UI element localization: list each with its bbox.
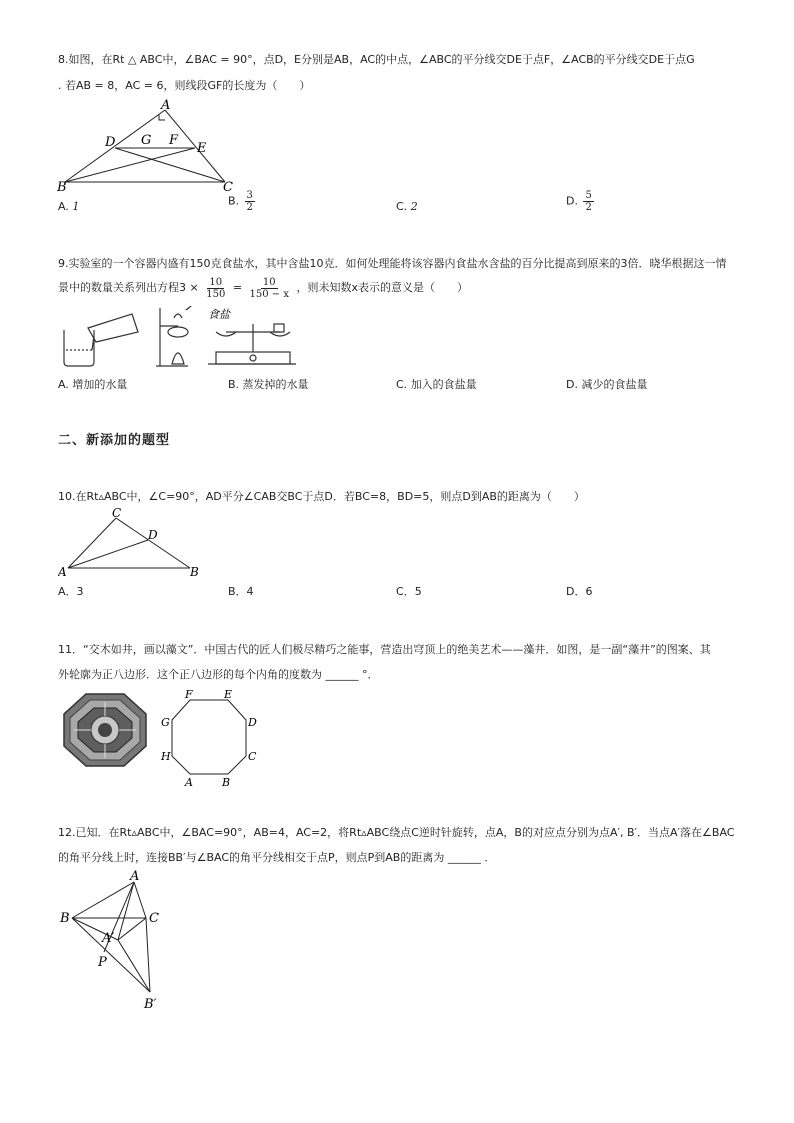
q11-label-e: E — [224, 690, 233, 701]
q9-equals: = — [232, 281, 243, 294]
q8-label-g: G — [141, 133, 152, 148]
q12-stem-line1: 12.已知．在Rt▵ABC中，∠BAC=90°，AB=4，AC=2，将Rt▵ABC绕点C逆时针旋转，点A，B的对应点分别为点A′, B′．当点A′落在∠BAC — [58, 826, 735, 839]
section-heading: 二、新添加的题型 — [58, 433, 171, 448]
option-value: 1 — [72, 200, 80, 213]
option-letter: A. — [58, 378, 69, 391]
q8-label-d: D — [105, 135, 116, 150]
q12-label-p: P — [98, 955, 107, 970]
q9-stem-line2 — [58, 276, 468, 300]
option-letter: A. — [58, 200, 69, 213]
q9-option-d[interactable] — [566, 377, 647, 393]
q8-option-a[interactable] — [58, 199, 79, 215]
option-text: 减少的食盐量 — [581, 378, 648, 391]
option-letter: C. — [396, 378, 408, 391]
q9-fraction-1: $\frac{10}{150}$ — [206, 276, 226, 300]
q10-triangle-figure — [58, 506, 208, 582]
q8-label-e: E — [197, 141, 207, 156]
q10-stem: 10.在Rt▵ABC中，∠C=90°，AD平分∠CAB交BC于点D．若BC=8，BD=5，则点D到AB的距离为（ ） — [58, 490, 585, 503]
q12-label-c: C — [149, 911, 159, 926]
q12-rotation-figure — [58, 870, 178, 1016]
q11-label-h: H — [161, 750, 171, 763]
q11-label-f: F — [185, 690, 193, 701]
q8-label-f: F — [169, 133, 179, 148]
q11-label-b: B — [222, 776, 231, 789]
option-value: 6 — [585, 585, 593, 598]
q11-label-a: A — [185, 776, 193, 789]
q10-label-d: D — [148, 528, 158, 542]
q11-stem-line2: 外轮廓为正八边形．这个正八边形的每个内角的度数为 ______ °． — [58, 668, 379, 681]
q9-eq-prefix: 景中的数量关系列出方程3 × — [58, 281, 199, 294]
q11-label-c: C — [248, 750, 257, 763]
option-letter: B． — [228, 585, 247, 598]
q11-label-d: D — [248, 716, 257, 729]
q11-zaojing-photo — [60, 690, 150, 770]
q12-stem-line2: 的角平分线上时，连接BB′与∠BAC的角平分线相交于点P，则点P到AB的距离为 ______ ． — [58, 851, 496, 864]
q11-octagon-figure — [158, 690, 262, 790]
q8-option-d[interactable] — [566, 190, 596, 213]
option-value: 2 — [410, 200, 418, 213]
option-letter: D. — [566, 194, 578, 208]
option-letter: C. — [396, 200, 408, 213]
q12-label-a-prime: A′ — [102, 931, 115, 946]
q10-option-d[interactable] — [566, 584, 592, 600]
q8-option-b[interactable] — [228, 190, 257, 213]
q9-option-b[interactable] — [228, 377, 309, 393]
q9-lab-illustration — [58, 306, 308, 368]
q11-label-g: G — [161, 716, 170, 729]
q9-stem-line1: 9.实验室的一个容器内盛有150克食盐水，其中含盐10克．如何处理能将该容器内食盐水含盐的百分比提高到原来的3倍．晓华根据这一情 — [58, 257, 727, 270]
q10-option-b[interactable] — [228, 584, 254, 600]
q12-label-a: A — [130, 870, 140, 884]
option-value: 4 — [246, 585, 254, 598]
q9-eq-suffix: ，则未知数x表示的意义是（ ） — [296, 281, 469, 294]
q12-label-b: B — [60, 911, 70, 926]
option-text: 增加的水量 — [72, 378, 128, 391]
option-value: 3 — [76, 585, 84, 598]
q10-label-b: B — [190, 565, 199, 579]
option-value: 5 — [414, 585, 422, 598]
option-letter: D. — [566, 378, 578, 391]
q10-label-c: C — [112, 506, 122, 520]
q9-fraction-2: $\frac{10}{150 - x}$ — [249, 276, 289, 300]
option-text: 蒸发掉的水量 — [242, 378, 309, 391]
q10-option-c[interactable] — [396, 584, 422, 600]
q8-stem-line2: . 若AB = 8，AC = 6，则线段GF的长度为（ ） — [58, 79, 311, 92]
q8-label-c: C — [223, 180, 233, 194]
q9-salt-label: 食盐 — [208, 308, 230, 321]
q8-label-b: B — [57, 180, 67, 194]
q8-label-a: A — [161, 98, 171, 113]
q10-option-a[interactable] — [58, 584, 84, 600]
option-letter: D． — [566, 585, 586, 598]
option-text: 加入的食盐量 — [410, 378, 477, 391]
q8-triangle-figure — [55, 98, 245, 194]
q9-option-c[interactable] — [396, 377, 477, 393]
option-letter: B. — [228, 194, 240, 208]
option-letter: A． — [58, 585, 77, 598]
option-letter: C． — [396, 585, 415, 598]
q12-label-b-prime: B′ — [144, 997, 157, 1012]
option-fraction: $\frac{3}{2}$ — [246, 190, 253, 213]
q8-option-c[interactable] — [396, 199, 418, 215]
q11-stem-line1: 11．“交木如井，画以藻文”．中国古代的匠人们极尽精巧之能事，营造出穹顶上的绝美艺术——藻井．如图，是一副“藻井”的图案、其 — [58, 643, 711, 656]
option-fraction: $\frac{5}{2}$ — [585, 190, 592, 213]
q9-option-a[interactable] — [58, 377, 127, 393]
q8-stem-line1: 8.如图，在Rt △ ABC中，∠BAC = 90°，点D，E分别是AB，AC的中点，∠ABC的平分线交DE于点F，∠ACB的平分线交DE于点G — [58, 53, 695, 66]
q10-label-a: A — [58, 565, 67, 579]
option-letter: B. — [228, 378, 240, 391]
